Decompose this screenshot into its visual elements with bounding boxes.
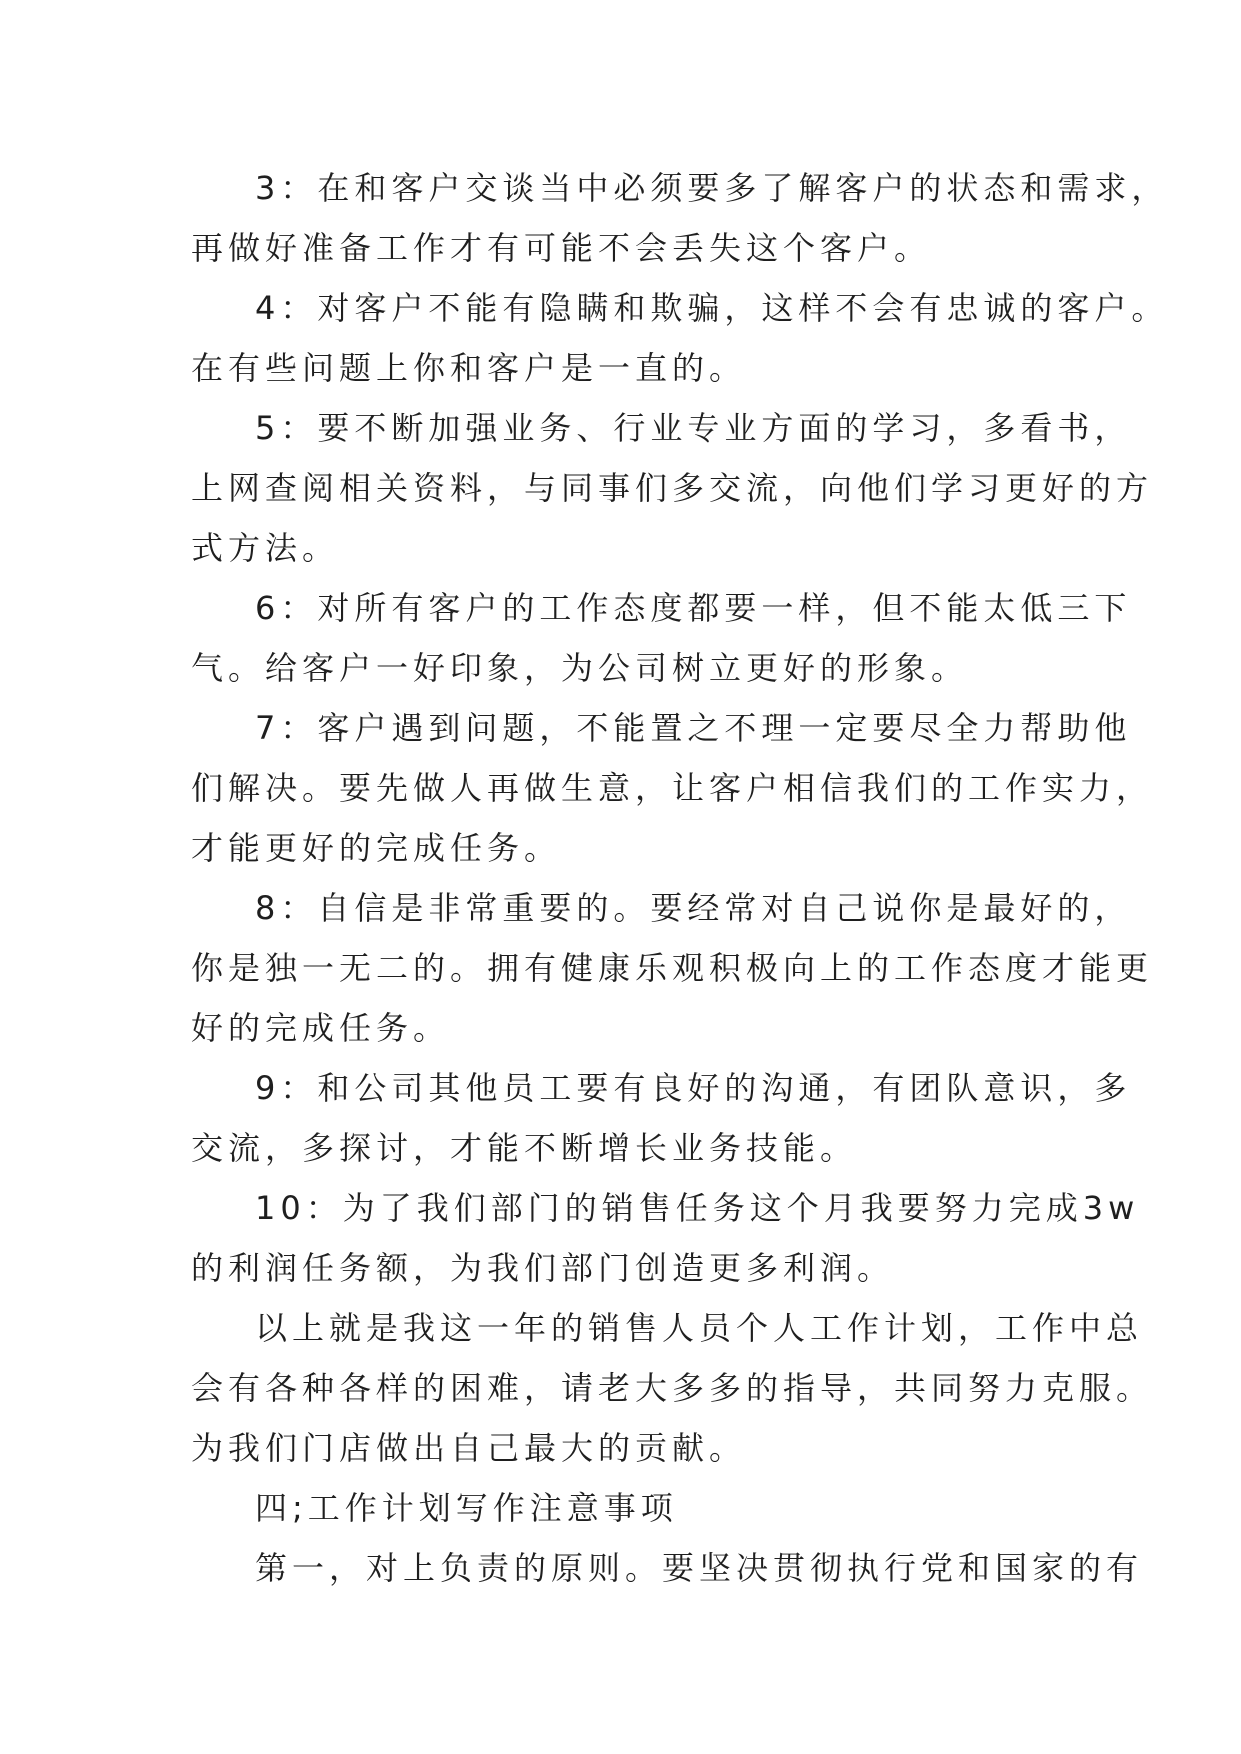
paragraph-3-line-1: 3：在和客户交谈当中必须要多了解客户的状态和需求， — [255, 169, 1169, 207]
paragraph-3-line-2: 再做好准备工作才有可能不会丢失这个客户。 — [191, 229, 932, 267]
principle-paragraph-line-1: 第一，对上负责的原则。要坚决贯彻执行党和国家的有 — [255, 1549, 1144, 1587]
paragraph-6-line-1: 6：对所有客户的工作态度都要一样，但不能太低三下 — [255, 589, 1132, 627]
paragraph-9-line-2: 交流，多探讨，才能不断增长业务技能。 — [191, 1129, 858, 1167]
document-body — [191, 158, 1169, 1598]
paragraph-6-line-2: 气。给客户一好印象，为公司树立更好的形象。 — [191, 649, 969, 687]
paragraph-5-line-1: 5：要不断加强业务、行业专业方面的学习，多看书， — [255, 409, 1132, 447]
summary-paragraph-line-1: 以上就是我这一年的销售人员个人工作计划，工作中总 — [255, 1309, 1144, 1347]
paragraph-9-line-1: 9：和公司其他员工要有良好的沟通，有团队意识，多 — [255, 1069, 1132, 1107]
paragraph-7-line-2: 们解决。要先做人再做生意，让客户相信我们的工作实力， — [191, 769, 1154, 807]
paragraph-5-line-3: 式方法。 — [191, 529, 340, 567]
paragraph-10-line-1: 10：为了我们部门的销售任务这个月我要努力完成3w — [255, 1189, 1140, 1227]
summary-paragraph-line-3: 为我们门店做出自己最大的贡献。 — [191, 1429, 747, 1467]
section-heading: 四;工作计划写作注意事项 — [255, 1489, 678, 1527]
paragraph-4-line-2: 在有些问题上你和客户是一直的。 — [191, 349, 747, 387]
paragraph-8-line-3: 好的完成任务。 — [191, 1009, 451, 1047]
paragraph-4-line-1: 4：对客户不能有隐瞒和欺骗，这样不会有忠诚的客户。 — [255, 289, 1169, 327]
summary-paragraph-line-2: 会有各种各样的困难，请老大多多的指导，共同努力克服。 — [191, 1369, 1154, 1407]
paragraph-8-line-1: 8：自信是非常重要的。要经常对自己说你是最好的， — [255, 889, 1132, 927]
paragraph-8-line-2: 你是独一无二的。拥有健康乐观积极向上的工作态度才能更 — [191, 949, 1154, 987]
paragraph-5-line-2: 上网查阅相关资料，与同事们多交流，向他们学习更好的方 — [191, 469, 1154, 507]
paragraph-7-line-1: 7：客户遇到问题，不能置之不理一定要尽全力帮助他 — [255, 709, 1132, 747]
paragraph-10-line-2: 的利润任务额，为我们部门创造更多利润。 — [191, 1249, 895, 1287]
paragraph-7-line-3: 才能更好的完成任务。 — [191, 829, 562, 867]
